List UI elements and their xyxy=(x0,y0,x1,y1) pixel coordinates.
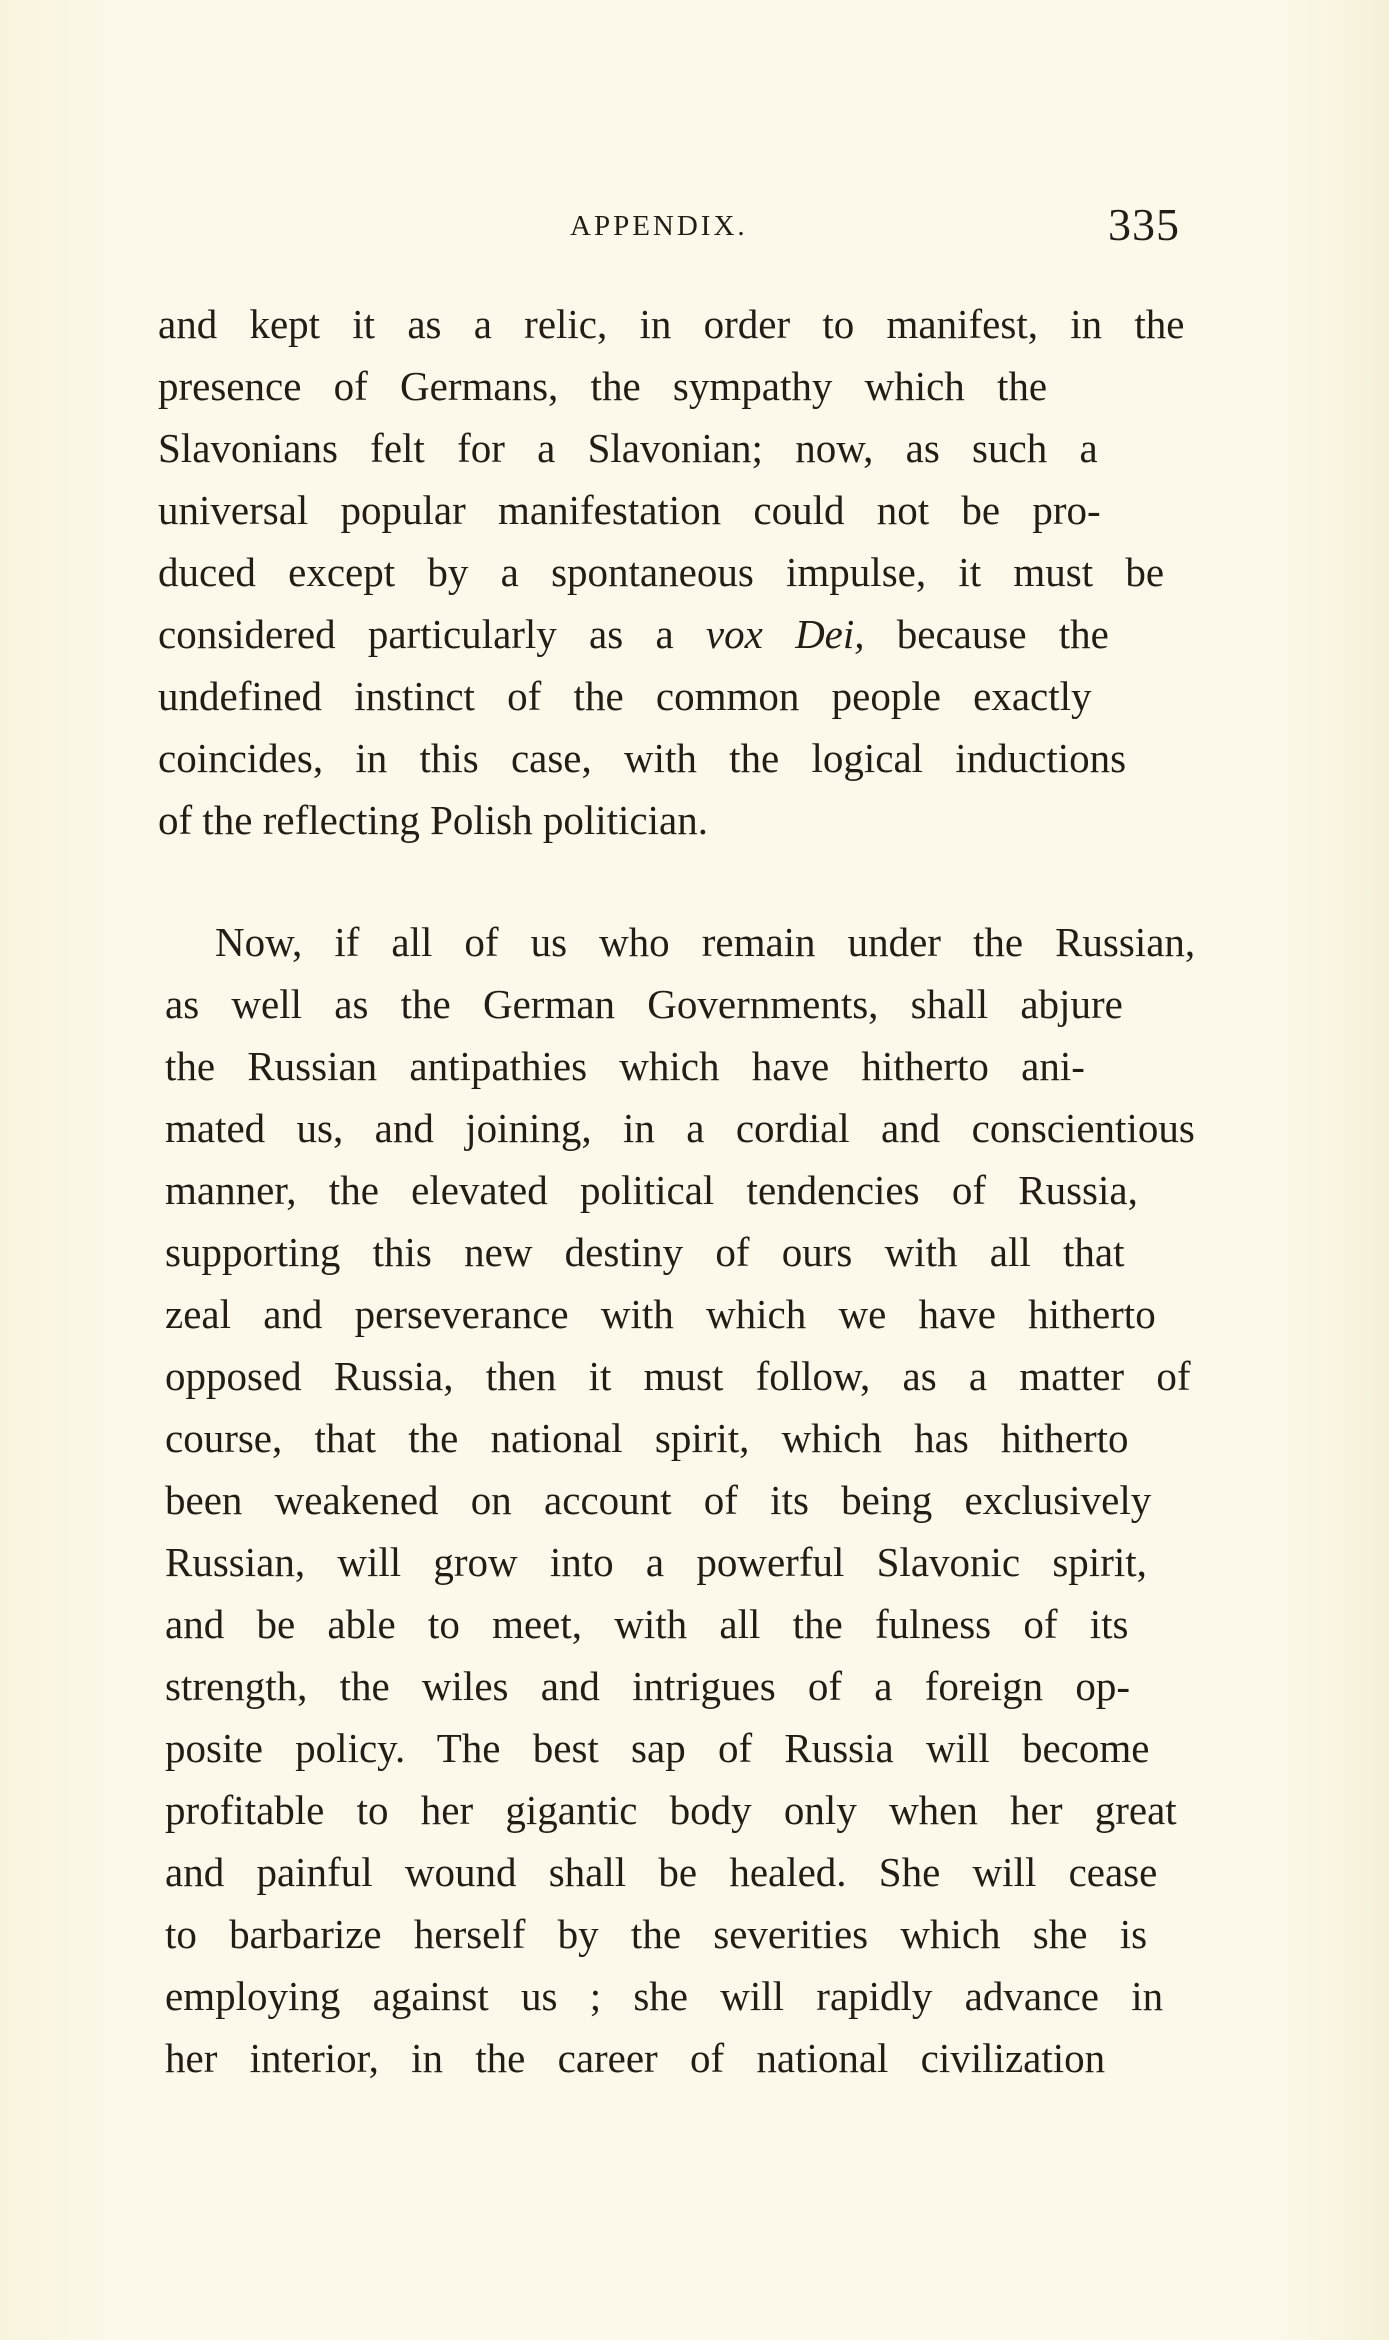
text-line: coincides, in this case, with the logical inductions xyxy=(158,735,1127,781)
text-line: presence of Germans, the sympathy which the xyxy=(158,363,1048,409)
text-line: strength, the wiles and intrigues of a foreign op- xyxy=(165,1663,1131,1709)
text-line: and kept it as a relic, in order to manifest, in the xyxy=(158,301,1185,347)
text-line: been weakened on account of its being exclusively xyxy=(165,1477,1152,1523)
text-line: undefined instinct of the common people exactly xyxy=(158,673,1092,719)
text-line: zeal and perseverance with which we have hitherto xyxy=(165,1291,1156,1337)
text-line: opposed Russia, then it must follow, as a matter of xyxy=(165,1353,1191,1399)
text-line: Russian, will grow into a powerful Slavonic spirit, xyxy=(165,1539,1147,1585)
text-line: Slavonians felt for a Slavonian; now, as such a xyxy=(158,425,1098,471)
text-segment: because the xyxy=(896,611,1109,657)
text-line: and painful wound shall be healed. She will cease xyxy=(165,1849,1158,1895)
text-line: manner, the elevated political tendencies of Russia, xyxy=(165,1167,1138,1213)
running-head-title: APPENDIX. xyxy=(570,210,748,242)
running-head xyxy=(0,198,1389,258)
text-line: mated us, and joining, in a cordial and conscientious xyxy=(165,1105,1195,1151)
text-line: course, that the national spirit, which has hitherto xyxy=(165,1415,1129,1461)
text-line: profitable to her gigantic body only when her great xyxy=(165,1787,1177,1833)
text-line: supporting this new destiny of ours with all that xyxy=(165,1229,1125,1275)
text-line: duced except by a spontaneous impulse, it must be xyxy=(158,549,1165,595)
text-line: her interior, in the career of national civilization xyxy=(165,2035,1106,2081)
page-number: 335 xyxy=(1108,199,1180,250)
text-segment: considered particularly as a xyxy=(158,611,674,657)
text-line: and be able to meet, with all the fulness of its xyxy=(165,1601,1129,1647)
text-line: employing against us ; she will rapidly advance in xyxy=(165,1973,1164,2019)
text-line: to barbarize herself by the severities which she is xyxy=(165,1911,1148,1957)
text-line: posite policy. The best sap of Russia will become xyxy=(165,1725,1150,1771)
italic-phrase: vox Dei, xyxy=(705,611,865,657)
text-line: Now, if all of us who remain under the Russian, xyxy=(215,919,1196,965)
text-line: universal popular manifestation could not be pro- xyxy=(158,487,1101,533)
text-line xyxy=(158,606,1109,662)
text-line: of the reflecting Polish politician. xyxy=(158,797,708,843)
text-line: as well as the German Governments, shall abjure xyxy=(165,981,1123,1027)
text-line: the Russian antipathies which have hitherto ani- xyxy=(165,1043,1085,1089)
